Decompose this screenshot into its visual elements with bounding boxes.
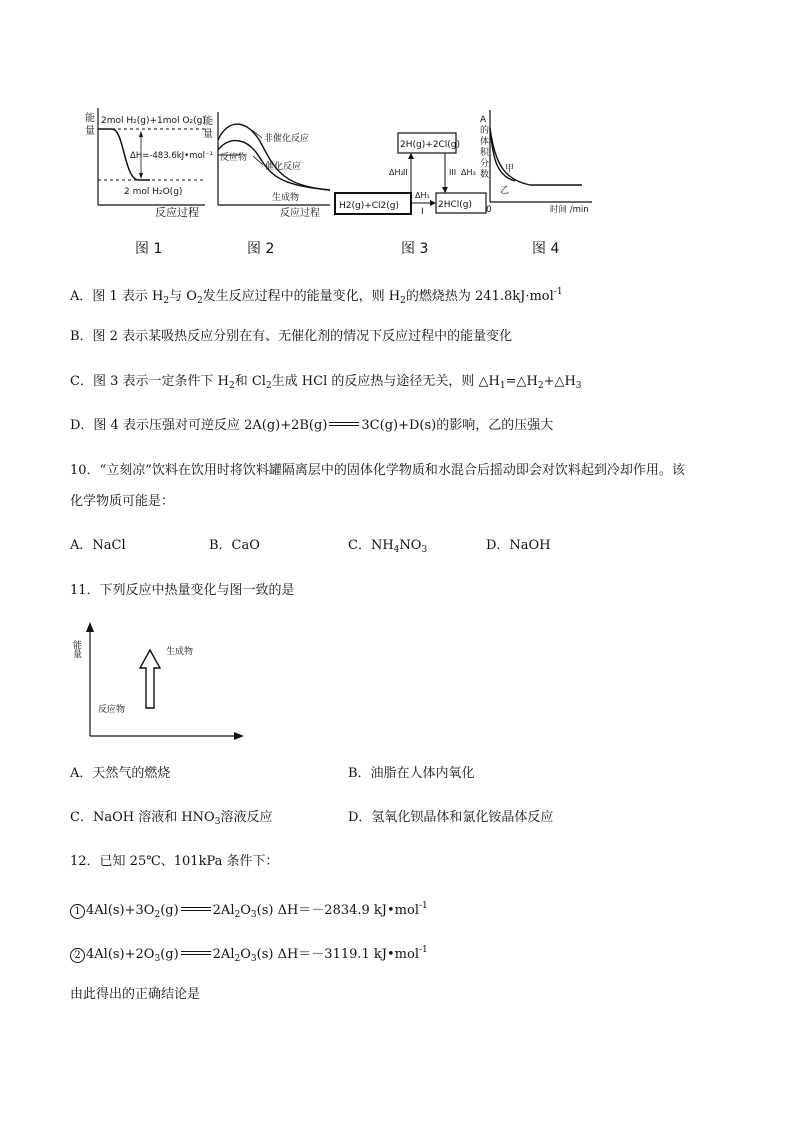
- svg-text:2H(g)+2Cl(g): 2H(g)+2Cl(g): [400, 140, 461, 150]
- q11-option-b: B．油脂在人体内氧化: [348, 766, 475, 781]
- q11-option-c: C．NaOH 溶液和 $HNO_3$溶液反应: [70, 810, 273, 827]
- fig2-curve1-label: 非催化反应: [264, 134, 310, 144]
- q12-equation-2: 2 $4Al(s)+2O_3(g)$ $2Al_2O_3(s)$ ΔH＝－3119.1 kJ•mol$^{-1}$: [70, 941, 428, 968]
- fig2-xlabel: 反应过程: [280, 208, 320, 219]
- q9-option-c: C．图 3 表示一定条件下 $H_2$和 $Cl_2$生成 HCl 的反应热与途径无关，则 $\triangle H_1=\triangle H_2+\triangle H_3$: [70, 374, 582, 391]
- svg-text:H2(g)+Cl2(g): H2(g)+Cl2(g): [339, 201, 400, 211]
- fig3-path3-roman: III: [449, 168, 457, 177]
- fig1-ylabel-top: 能: [85, 113, 95, 124]
- figure-strip: [0, 0, 794, 230]
- fig2-reactant-label: 反应物: [220, 153, 248, 163]
- fig4-xlabel: 时间 /min: [550, 205, 589, 215]
- equals-arrow: [181, 951, 211, 955]
- q9-option-a: A．图 1 表示 $H_2$与 $O_2$发生反应过程中的能量变化，则 $H_2$的燃烧热为 241.8kJ·mol$^{-1}$: [70, 287, 563, 306]
- q12-stem: 12．已知 25℃、101kPa 条件下：: [70, 854, 279, 869]
- q10-option-b: B．CaO: [209, 538, 260, 553]
- fig3-path2-roman: II: [403, 168, 408, 177]
- fig4-ylabel: A 的 体 积 分 数: [480, 115, 490, 180]
- q10-stem-line1: 10．“立刻凉”饮料在饮用时将饮料罐隔离层中的固体化学物质和水混合后摇动即会对饮料起到冷却作用。该: [70, 463, 685, 478]
- fig2-ylabel-bottom: 量: [203, 129, 213, 140]
- q12-equation-1: 1 $4Al(s)+3O_2(g)$ $2Al_2O_3(s)$ ΔH＝－2834.9 kJ•mol$^{-1}$: [70, 897, 428, 924]
- fig4-origin: 0: [486, 205, 492, 215]
- fig4-series1-label: 甲: [505, 164, 515, 174]
- fig2-caption: 图 2: [247, 241, 275, 257]
- fig1-ylabel-bottom: 量: [85, 126, 95, 137]
- svg-text:2HCl(g): 2HCl(g): [438, 200, 473, 210]
- q12-conclusion: 由此得出的正确结论是: [70, 987, 201, 1002]
- q11-option-d: D．氢氧化钡晶体和氯化铵晶体反应: [348, 810, 554, 825]
- q9-option-d: D．图 4 表示压强对可逆反应 2A(g)+2B(g) 3C(g)+D(s)的影响，乙的压强大: [70, 418, 554, 433]
- q11-reactant-label: 反应物: [98, 705, 126, 715]
- fig3-path2-label: ΔH₂: [389, 168, 404, 177]
- circled-number: 1: [70, 904, 85, 919]
- q11-stem: 11．下列反应中热量变化与图一致的是: [70, 583, 295, 598]
- fig4-series-jia: [490, 128, 582, 185]
- figure-3: [335, 133, 486, 217]
- circled-number: 2: [70, 948, 85, 963]
- up-arrow-icon: [140, 650, 160, 708]
- fig2-product-label: 生成物: [272, 193, 300, 203]
- q10-stem-line2: 化学物质可能是：: [70, 494, 175, 509]
- fig3-path1-label: ΔH₁: [415, 191, 430, 200]
- q10-option-c: C．$NH_4NO_3$: [348, 538, 428, 555]
- equilibrium-arrow: [329, 422, 359, 426]
- q11-energy-diagram: [0, 618, 794, 748]
- fig3-path3-label: ΔH₃: [461, 168, 476, 177]
- q11-product-label: 生成物: [166, 647, 194, 657]
- figure-2: [203, 112, 330, 219]
- figure-1: [85, 108, 213, 219]
- q11-ylabel: 能量: [71, 640, 81, 658]
- fig4-caption: 图 4: [532, 241, 560, 257]
- fig1-caption: 图 1: [135, 241, 163, 257]
- fig1-dh-label: ΔH=-483.6kJ•mol⁻¹: [130, 151, 213, 161]
- fig2-ylabel-top: 能: [203, 116, 213, 127]
- q11-option-a: A．天然气的燃烧: [70, 766, 171, 781]
- q9-option-b: B．图 2 表示某吸热反应分别在有、无催化剂的情况下反应过程中的能量变化: [70, 329, 513, 344]
- fig4-series2-label: 乙: [500, 186, 510, 196]
- figure-4: [480, 110, 592, 215]
- fig1-xlabel: 反应过程: [155, 206, 199, 219]
- equals-arrow: [181, 907, 211, 911]
- q10-option-d: D．NaOH: [486, 538, 551, 553]
- fig2-curve2-label: 催化反应: [265, 162, 302, 172]
- fig3-path1-roman: I: [421, 207, 424, 217]
- fig3-caption: 图 3: [401, 241, 429, 257]
- q10-option-a: A．NaCl: [70, 538, 126, 553]
- fig1-bottom-label: 2 mol H₂O(g): [124, 187, 183, 197]
- fig1-top-label: 2mol H₂(g)+1mol O₂(g): [101, 116, 206, 126]
